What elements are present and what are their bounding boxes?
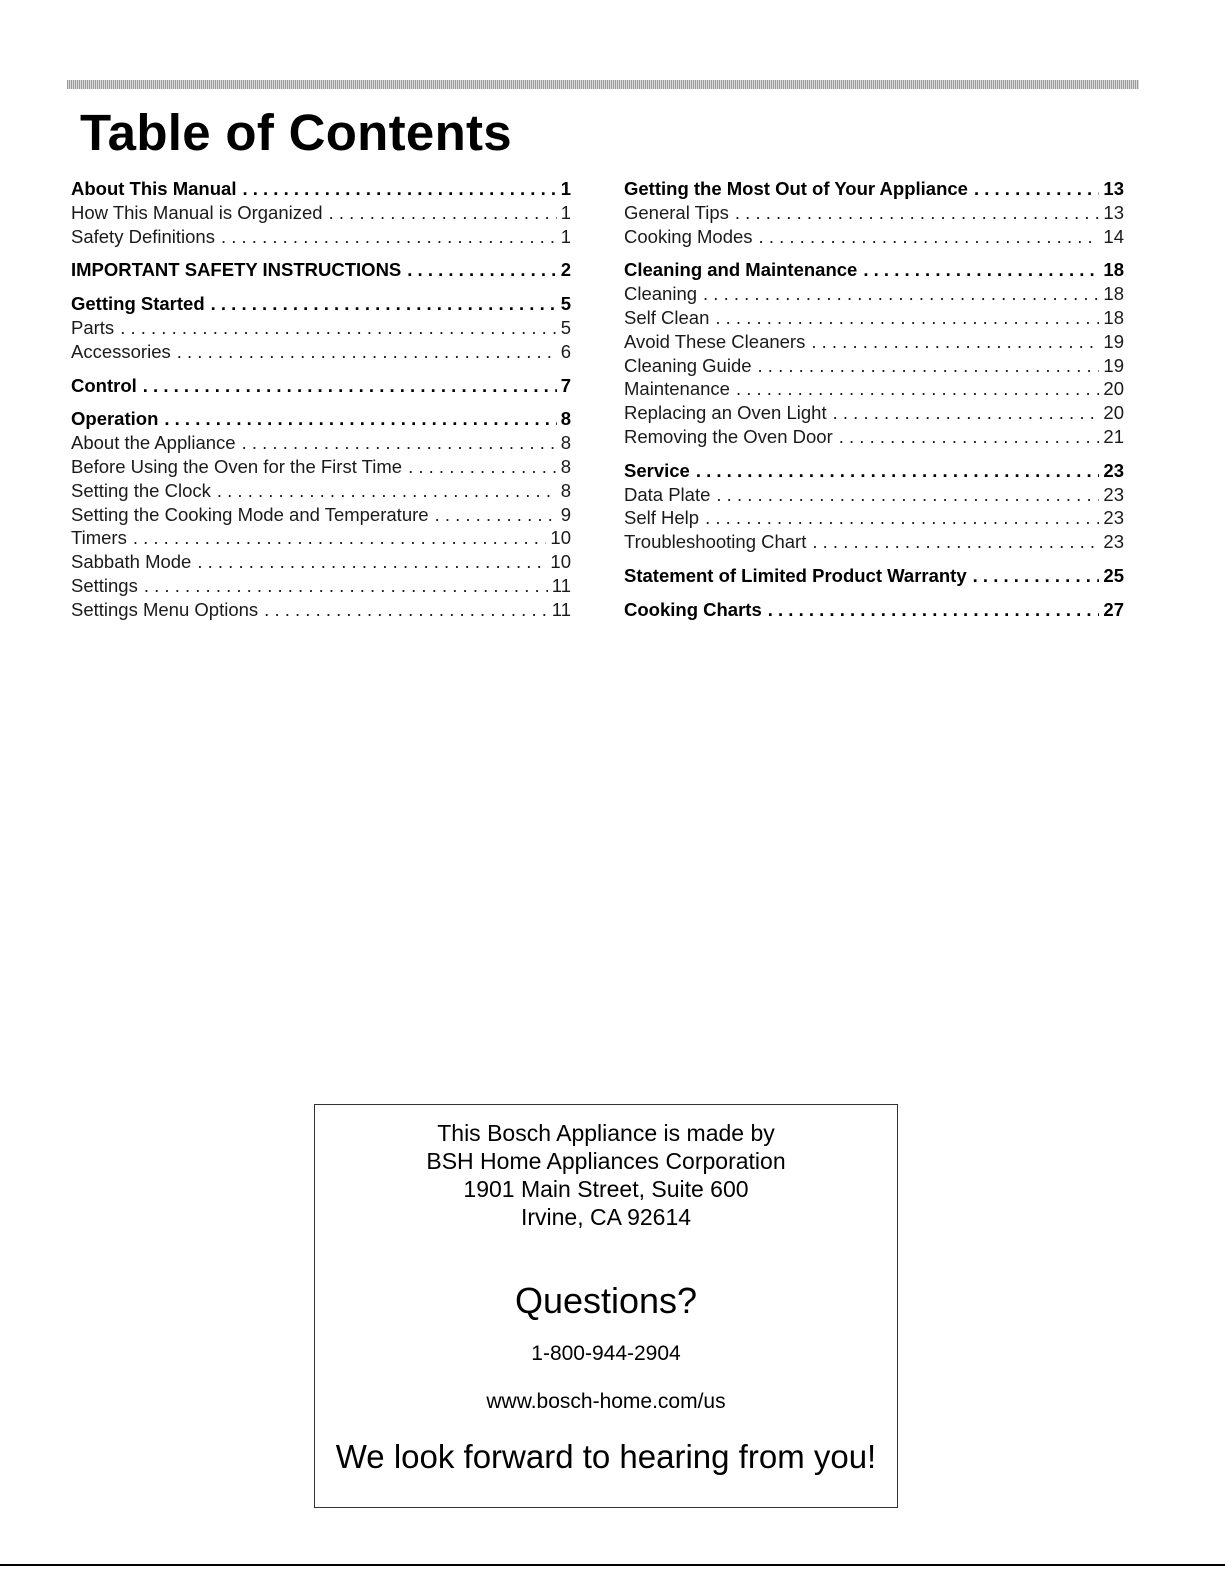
toc-dot-leader xyxy=(716,483,1099,507)
toc-subsection-entry xyxy=(624,282,1124,306)
contact-box xyxy=(314,1104,898,1508)
toc-entry-title: Self Clean xyxy=(624,306,710,328)
toc-subsection-entry xyxy=(624,483,1124,507)
toc-entry-title: Accessories xyxy=(71,340,171,362)
toc-page-number: 23 xyxy=(1103,483,1124,505)
toc-dot-leader xyxy=(435,503,557,527)
toc-page-number: 10 xyxy=(550,527,571,549)
toc-section-entry xyxy=(71,258,571,282)
toc-entry-title: Safety Definitions xyxy=(71,225,215,247)
toc-subsection-entry xyxy=(624,530,1124,554)
toc-page-number: 8 xyxy=(560,479,571,501)
toc-dot-leader xyxy=(164,407,556,431)
toc-dot-leader xyxy=(120,316,557,340)
toc-dot-leader xyxy=(133,526,547,550)
header-rule xyxy=(67,80,1139,89)
toc-section-entry xyxy=(71,177,571,201)
toc-entry-title: Removing the Oven Door xyxy=(624,425,833,447)
toc-section-entry xyxy=(624,459,1124,483)
toc-page-number: 5 xyxy=(560,293,571,315)
toc-page-number: 21 xyxy=(1103,425,1124,447)
toc-left-column xyxy=(71,177,571,622)
toc-entry-title: Settings Menu Options xyxy=(71,598,259,620)
toc-dot-leader xyxy=(839,425,1100,449)
toc-dot-leader xyxy=(221,225,557,249)
toc-section-entry xyxy=(624,564,1124,588)
toc-dot-leader xyxy=(177,340,557,364)
toc-subsection-entry xyxy=(624,330,1124,354)
toc-page-number: 13 xyxy=(1103,178,1124,199)
toc-page-number: 23 xyxy=(1103,459,1124,481)
toc-entry-title: Getting Started xyxy=(71,293,205,315)
toc-page-number: 1 xyxy=(560,178,571,199)
toc-entry-title: How This Manual is Organized xyxy=(71,201,323,223)
closing-message: We look forward to hearing from you! xyxy=(335,1438,877,1475)
toc-entry-title: Cooking Modes xyxy=(624,225,753,247)
toc-entry-title: About the Appliance xyxy=(71,432,236,454)
toc-page-number: 8 xyxy=(560,408,571,430)
toc-entry-title: Avoid These Cleaners xyxy=(624,330,806,352)
toc-page-number: 19 xyxy=(1103,330,1124,352)
toc-dot-leader xyxy=(329,201,557,225)
toc-entry-title: Cooking Charts xyxy=(624,598,762,620)
toc-subsection-entry xyxy=(71,316,571,340)
toc-dot-leader xyxy=(408,455,557,479)
toc-entry-title: Settings xyxy=(71,574,138,596)
toc-dot-leader xyxy=(143,374,557,398)
toc-dot-leader xyxy=(703,282,1099,306)
toc-dot-leader xyxy=(973,564,1100,588)
toc-subsection-entry xyxy=(71,479,571,503)
toc-subsection-entry xyxy=(71,340,571,364)
toc-page-number: 8 xyxy=(560,455,571,477)
toc-page-number: 11 xyxy=(551,574,571,596)
toc-dot-leader xyxy=(736,377,1099,401)
toc-page-number: 18 xyxy=(1103,283,1124,305)
toc-dot-leader xyxy=(217,479,557,503)
toc-right-column xyxy=(624,177,1124,622)
toc-subsection-entry xyxy=(624,201,1124,225)
toc-subsection-entry xyxy=(624,225,1124,249)
page-title: Table of Contents xyxy=(80,104,512,161)
toc-page-number: 18 xyxy=(1103,306,1124,328)
toc-entry-title: Timers xyxy=(71,527,127,549)
toc-subsection-entry xyxy=(624,401,1124,425)
toc-entry-title: Replacing an Oven Light xyxy=(624,402,827,424)
website-link[interactable]: www.bosch-home.com/us xyxy=(486,1390,726,1413)
toc-page-number: 9 xyxy=(560,503,571,525)
toc-section-entry xyxy=(624,598,1124,622)
toc-entry-title: Troubleshooting Chart xyxy=(624,531,807,553)
toc-page-number: 7 xyxy=(560,374,571,396)
toc-dot-leader xyxy=(242,431,557,455)
toc-dot-leader xyxy=(715,306,1099,330)
toc-page-number: 14 xyxy=(1103,225,1124,247)
manufacturer-line-2: BSH Home Appliances Corporation xyxy=(426,1148,786,1174)
toc-entry-title: Statement of Limited Product Warranty xyxy=(624,564,967,586)
toc-dot-leader xyxy=(768,598,1100,622)
toc-page-number: 19 xyxy=(1103,354,1124,376)
toc-page-number: 2 xyxy=(560,259,571,281)
toc-entry-title: Cleaning Guide xyxy=(624,354,752,376)
toc-dot-leader xyxy=(407,258,556,282)
toc-dot-leader xyxy=(144,574,548,598)
toc-section-entry xyxy=(71,407,571,431)
toc-page-number: 5 xyxy=(560,316,571,338)
toc-dot-leader xyxy=(211,292,557,316)
toc-dot-leader xyxy=(811,330,1099,354)
toc-page-number: 20 xyxy=(1103,378,1124,400)
toc-entry-title: Setting the Cooking Mode and Temperature xyxy=(71,503,429,525)
toc-entry-title: Operation xyxy=(71,408,159,430)
toc-subsection-entry xyxy=(624,306,1124,330)
toc-page-number: 11 xyxy=(551,598,571,620)
toc-entry-title: About This Manual xyxy=(71,178,237,199)
toc-dot-leader xyxy=(863,258,1099,282)
toc-entry-title: Sabbath Mode xyxy=(71,551,192,573)
manufacturer-city: Irvine, CA 92614 xyxy=(520,1204,692,1230)
toc-entry-title: Getting the Most Out of Your Appliance xyxy=(624,178,968,199)
toc-entry-title: Cleaning xyxy=(624,283,698,305)
toc-entry-title: IMPORTANT SAFETY INSTRUCTIONS xyxy=(71,259,402,281)
phone-number: 1-800-944-2904 xyxy=(531,1342,681,1365)
toc-subsection-entry xyxy=(71,455,571,479)
toc-dot-leader xyxy=(242,177,556,201)
toc-entry-title: Self Help xyxy=(624,507,700,529)
toc-dot-leader xyxy=(705,506,1099,530)
toc-entry-title: Setting the Clock xyxy=(71,479,211,501)
toc-dot-leader xyxy=(812,530,1099,554)
toc-subsection-entry xyxy=(71,225,571,249)
toc-entry-title: Parts xyxy=(71,316,115,338)
questions-heading: Questions? xyxy=(514,1280,698,1321)
toc-subsection-entry xyxy=(71,503,571,527)
toc-entry-title: Service xyxy=(624,459,690,481)
toc-section-entry xyxy=(71,292,571,316)
toc-page-number: 23 xyxy=(1103,531,1124,553)
toc-page-number: 23 xyxy=(1103,507,1124,529)
toc-section-entry xyxy=(624,258,1124,282)
toc-page-number: 10 xyxy=(550,551,571,573)
manufacturer-line-1: This Bosch Appliance is made by xyxy=(437,1120,775,1146)
toc-section-entry xyxy=(624,177,1124,201)
toc-dot-leader xyxy=(696,459,1100,483)
toc-dot-leader xyxy=(974,177,1099,201)
toc-entry-title: Cleaning and Maintenance xyxy=(624,259,858,281)
toc-dot-leader xyxy=(264,598,548,622)
toc-page-number: 6 xyxy=(560,340,571,362)
toc-subsection-entry xyxy=(71,598,571,622)
toc-page-number: 25 xyxy=(1103,564,1124,586)
toc-subsection-entry xyxy=(624,425,1124,449)
toc-subsection-entry xyxy=(624,354,1124,378)
bottom-rule xyxy=(0,1564,1225,1566)
toc-entry-title: Data Plate xyxy=(624,483,711,505)
toc-entry-title: Before Using the Oven for the First Time xyxy=(71,455,403,477)
toc-page-number: 8 xyxy=(560,432,571,454)
toc-page-number: 18 xyxy=(1103,259,1124,281)
toc-subsection-entry xyxy=(71,431,571,455)
toc-page-number: 20 xyxy=(1103,402,1124,424)
toc-dot-leader xyxy=(833,401,1100,425)
toc-entry-title: Control xyxy=(71,374,137,396)
manufacturer-info xyxy=(315,1119,897,1231)
toc-dot-leader xyxy=(197,550,546,574)
toc-dot-leader xyxy=(735,201,1100,225)
toc-entry-title: General Tips xyxy=(624,201,729,223)
toc-subsection-entry xyxy=(71,526,571,550)
toc-subsection-entry xyxy=(624,506,1124,530)
toc-subsection-entry xyxy=(71,574,571,598)
toc-dot-leader xyxy=(759,225,1100,249)
toc-subsection-entry xyxy=(624,377,1124,401)
toc-page-number: 1 xyxy=(560,225,571,247)
toc-entry-title: Maintenance xyxy=(624,378,730,400)
toc-subsection-entry xyxy=(71,201,571,225)
toc-page-number: 13 xyxy=(1103,201,1124,223)
toc-section-entry xyxy=(71,374,571,398)
manufacturer-address: 1901 Main Street, Suite 600 xyxy=(463,1176,749,1202)
toc-subsection-entry xyxy=(71,550,571,574)
toc-dot-leader xyxy=(758,354,1100,378)
toc-page-number: 27 xyxy=(1103,598,1124,620)
toc-page-number: 1 xyxy=(560,201,571,223)
